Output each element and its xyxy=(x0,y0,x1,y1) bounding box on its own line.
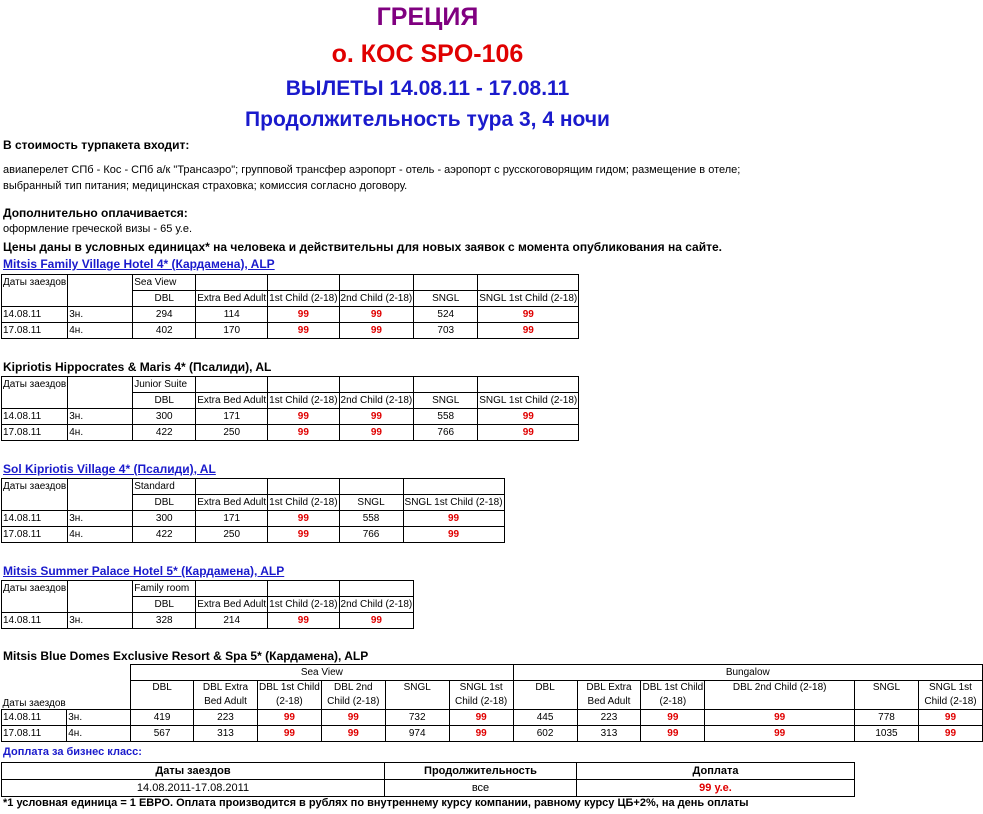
table-cell: 3н. xyxy=(68,409,133,425)
table-cell: 1035 xyxy=(855,726,919,742)
table-cell: 99 xyxy=(918,710,982,726)
table-cell: 99 xyxy=(321,710,385,726)
table-cell: 3н. xyxy=(68,511,133,527)
table-cell: 703 xyxy=(414,323,478,339)
hotel-1-link[interactable]: Mitsis Family Village Hotel 4* (Кардамена), ALP xyxy=(3,257,275,271)
table-cell: 524 xyxy=(414,307,478,323)
empty-cell xyxy=(67,665,131,681)
table-cell: 99 xyxy=(268,307,339,323)
table-cell: 250 xyxy=(196,527,268,543)
table-cell: 114 xyxy=(196,307,268,323)
table-cell: 766 xyxy=(339,527,403,543)
departures-title: ВЫЛЕТЫ 14.08.11 - 17.08.11 xyxy=(285,77,570,100)
room-type: Sea View xyxy=(131,665,513,681)
business-dates-header: Даты заездов xyxy=(2,763,385,780)
col-header: 1st Child (2-18) xyxy=(268,495,339,511)
table-cell: 17.08.11 xyxy=(2,726,67,742)
empty-cell xyxy=(414,377,478,393)
col-header: DBL Extra Bed Adult xyxy=(577,681,641,710)
included-line-2: выбранный тип питания; медицинская страховка; комиссия согласно договору. xyxy=(3,180,408,192)
room-type: Family room xyxy=(133,581,196,597)
table-cell: 313 xyxy=(577,726,641,742)
table-cell: 313 xyxy=(194,726,258,742)
included-title: В стоимость турпакета входит: xyxy=(3,138,190,152)
table-row xyxy=(2,409,579,425)
hotel-4-link[interactable]: Mitsis Summer Palace Hotel 5* (Кардамена), ALP xyxy=(3,564,285,578)
empty-cell xyxy=(68,377,133,393)
footnote: *1 условная единица = 1 ЕВРО. Оплата производится в рублях по внутреннему курсу компании, равному курсу ЦБ+2%, на день оплаты xyxy=(3,797,749,809)
empty-cell xyxy=(68,495,133,511)
table-cell: 250 xyxy=(196,425,268,441)
table-cell: 294 xyxy=(133,307,196,323)
table-cell: 567 xyxy=(131,726,194,742)
table-cell: 99 xyxy=(268,527,339,543)
table-row xyxy=(2,323,579,339)
table-cell: 300 xyxy=(133,409,196,425)
table-cell: 99 xyxy=(449,726,513,742)
table-cell: 99 xyxy=(321,726,385,742)
business-table xyxy=(1,762,855,797)
table-cell: 99 xyxy=(339,425,414,441)
table-cell: 99 xyxy=(339,613,414,629)
col-header: DBL xyxy=(133,393,196,409)
table-cell: 4н. xyxy=(68,425,133,441)
table-cell: 3н. xyxy=(68,613,133,629)
table-cell: 422 xyxy=(133,527,196,543)
table-cell: 99 xyxy=(268,511,339,527)
table-cell: 558 xyxy=(414,409,478,425)
country-title: ГРЕЦИЯ xyxy=(376,3,479,31)
empty-cell xyxy=(2,665,67,681)
business-surcharge-header: Доплата xyxy=(577,763,855,780)
empty-cell xyxy=(414,275,478,291)
empty-cell xyxy=(2,291,68,307)
table-cell: 4н. xyxy=(67,726,131,742)
included-line-1: авиаперелет СПб - Кос - СПб а/к "Трансаэро"; групповой трансфер аэропорт - отель - аэропорт с русскоговорящим гидом; размещение в отеле; xyxy=(3,164,741,176)
table-row xyxy=(2,710,983,726)
hotel-3-table xyxy=(1,478,505,543)
table-cell: 974 xyxy=(385,726,449,742)
table-cell: 99 xyxy=(257,710,321,726)
table-cell: 17.08.11 xyxy=(2,425,68,441)
table-cell: 778 xyxy=(855,710,919,726)
room-type: Sea View xyxy=(133,275,196,291)
table-cell: 99 xyxy=(641,726,705,742)
empty-cell xyxy=(196,377,268,393)
hotel-2-title: Kipriotis Hippocrates & Maris 4* (Псалиди), AL xyxy=(3,360,272,374)
empty-cell xyxy=(196,581,268,597)
empty-cell xyxy=(268,377,339,393)
hotel-5-table xyxy=(1,664,983,742)
col-header: 2nd Child (2-18) xyxy=(339,597,414,613)
col-header: DBL 2nd Child (2-18) xyxy=(705,681,855,710)
col-header: SNGL xyxy=(855,681,919,710)
table-row xyxy=(2,425,579,441)
table-cell: 99 xyxy=(403,511,504,527)
table-cell: 328 xyxy=(133,613,196,629)
table-cell: 99 xyxy=(339,307,414,323)
table-cell: 99 xyxy=(705,710,855,726)
table-row xyxy=(2,307,579,323)
table-cell: 171 xyxy=(196,409,268,425)
table-cell: 223 xyxy=(577,710,641,726)
table-cell: 99 xyxy=(641,710,705,726)
empty-cell xyxy=(2,597,68,613)
room-type: Standard xyxy=(133,479,196,495)
empty-cell xyxy=(339,479,403,495)
empty-cell xyxy=(2,393,68,409)
table-cell: 17.08.11 xyxy=(2,323,68,339)
table-cell: 3н. xyxy=(68,307,133,323)
empty-cell xyxy=(268,581,339,597)
col-header: SNGL 1st Child (2-18) xyxy=(449,681,513,710)
dates-header: Даты заездов xyxy=(2,479,68,495)
col-header: SNGL 1st Child (2-18) xyxy=(478,393,579,409)
table-cell: 99 xyxy=(478,425,579,441)
empty-cell xyxy=(478,377,579,393)
empty-cell xyxy=(68,479,133,495)
table-cell: 99 xyxy=(449,710,513,726)
table-cell: 445 xyxy=(513,710,577,726)
room-type: Bungalow xyxy=(513,665,982,681)
table-cell: 99 xyxy=(257,726,321,742)
table-cell: 602 xyxy=(513,726,577,742)
col-header: SNGL xyxy=(339,495,403,511)
empty-cell xyxy=(68,393,133,409)
table-cell: 171 xyxy=(196,511,268,527)
table-cell: 419 xyxy=(131,710,194,726)
dates-header: Даты заездов xyxy=(2,581,68,597)
empty-cell xyxy=(68,291,133,307)
table-cell: 99 xyxy=(403,527,504,543)
business-duration: все xyxy=(385,780,577,797)
empty-cell xyxy=(339,581,414,597)
hotel-5-title: Mitsis Blue Domes Exclusive Resort & Spa 5* (Кардамена), ALP xyxy=(3,649,369,663)
empty-cell xyxy=(268,479,339,495)
prices-note: Цены даны в условных единицах* на человека и действительны для новых заявок с момента опубликования на сайте. xyxy=(3,240,722,254)
dates-header: Даты заездов xyxy=(2,698,66,709)
dates-header: Даты заездов xyxy=(2,377,68,393)
table-cell: 99 xyxy=(339,323,414,339)
table-cell: 300 xyxy=(133,511,196,527)
col-header: SNGL 1st Child (2-18) xyxy=(403,495,504,511)
empty-cell xyxy=(339,275,414,291)
table-cell: 4н. xyxy=(68,323,133,339)
table-cell: 17.08.11 xyxy=(2,527,68,543)
col-header: DBL xyxy=(133,597,196,613)
empty-cell xyxy=(403,479,504,495)
col-header: DBL 1st Child (2-18) xyxy=(641,681,705,710)
col-header: 1st Child (2-18) xyxy=(268,597,339,613)
table-cell: 99 xyxy=(268,409,339,425)
empty-cell xyxy=(68,581,133,597)
table-cell: 558 xyxy=(339,511,403,527)
table-cell: 402 xyxy=(133,323,196,339)
hotel-1-table xyxy=(1,274,579,339)
empty-cell xyxy=(478,275,579,291)
table-cell: 99 xyxy=(918,726,982,742)
hotel-2-table xyxy=(1,376,579,441)
table-cell: 99 xyxy=(268,425,339,441)
table-cell: 14.08.11 xyxy=(2,307,68,323)
table-cell: 14.08.11 xyxy=(2,409,68,425)
table-cell: 214 xyxy=(196,613,268,629)
table-row xyxy=(2,511,505,527)
empty-cell xyxy=(268,275,339,291)
empty-cell xyxy=(67,681,131,710)
island-title: о. КОС SPO-106 xyxy=(331,40,524,68)
empty-cell xyxy=(2,495,68,511)
room-type: Junior Suite xyxy=(133,377,196,393)
table-cell: 99 xyxy=(705,726,855,742)
hotel-3-link[interactable]: Sol Kipriotis Village 4* (Псалиди), AL xyxy=(3,462,216,476)
table-cell: 99 xyxy=(268,323,339,339)
table-cell: 99 xyxy=(268,613,339,629)
empty-cell xyxy=(68,597,133,613)
col-header: DBL xyxy=(131,681,194,710)
business-surcharge: 99 у.е. xyxy=(577,780,855,797)
business-title: Доплата за бизнес класс: xyxy=(3,746,142,758)
col-header: SNGL xyxy=(385,681,449,710)
table-cell: 3н. xyxy=(67,710,131,726)
col-header: Extra Bed Adult xyxy=(196,291,268,307)
extra-title: Дополнительно оплачивается: xyxy=(3,206,188,220)
col-header: DBL 2nd Child (2-18) xyxy=(321,681,385,710)
table-cell: 14.08.11 xyxy=(2,613,68,629)
table-row xyxy=(2,780,855,797)
empty-cell xyxy=(339,377,414,393)
table-cell: 170 xyxy=(196,323,268,339)
col-header: Extra Bed Adult xyxy=(196,597,268,613)
table-cell: 223 xyxy=(194,710,258,726)
table-cell: 766 xyxy=(414,425,478,441)
table-cell: 732 xyxy=(385,710,449,726)
business-duration-header: Продолжительность xyxy=(385,763,577,780)
col-header: 2nd Child (2-18) xyxy=(339,393,414,409)
col-header: Extra Bed Adult xyxy=(196,495,268,511)
empty-cell xyxy=(196,479,268,495)
table-cell: 4н. xyxy=(68,527,133,543)
col-header: DBL xyxy=(513,681,577,710)
col-header: Extra Bed Adult xyxy=(196,393,268,409)
col-header: SNGL xyxy=(414,291,478,307)
col-header: DBL xyxy=(133,291,196,307)
col-header: 1st Child (2-18) xyxy=(268,291,339,307)
col-header: SNGL xyxy=(414,393,478,409)
table-cell: 99 xyxy=(478,409,579,425)
col-header: DBL xyxy=(133,495,196,511)
business-dates: 14.08.2011-17.08.2011 xyxy=(2,780,385,797)
table-cell: 14.08.11 xyxy=(2,511,68,527)
col-header: SNGL 1st Child (2-18) xyxy=(918,681,982,710)
empty-cell xyxy=(68,275,133,291)
empty-cell xyxy=(196,275,268,291)
extra-text: оформление греческой визы - 65 у.е. xyxy=(3,223,193,235)
table-row xyxy=(2,613,414,629)
col-header: 1st Child (2-18) xyxy=(268,393,339,409)
col-header: DBL 1st Child (2-18) xyxy=(257,681,321,710)
dates-header: Даты заездов xyxy=(2,275,68,291)
duration-title: Продолжительность тура 3, 4 ночи xyxy=(245,108,610,131)
table-cell: 99 xyxy=(478,307,579,323)
col-header: SNGL 1st Child (2-18) xyxy=(478,291,579,307)
table-cell: 99 xyxy=(478,323,579,339)
table-row xyxy=(2,726,983,742)
col-header: DBL Extra Bed Adult xyxy=(194,681,258,710)
table-cell: 14.08.11 xyxy=(2,710,67,726)
col-header: 2nd Child (2-18) xyxy=(339,291,414,307)
table-cell: 99 xyxy=(339,409,414,425)
hotel-4-table xyxy=(1,580,414,629)
table-cell: 422 xyxy=(133,425,196,441)
table-row xyxy=(2,527,505,543)
